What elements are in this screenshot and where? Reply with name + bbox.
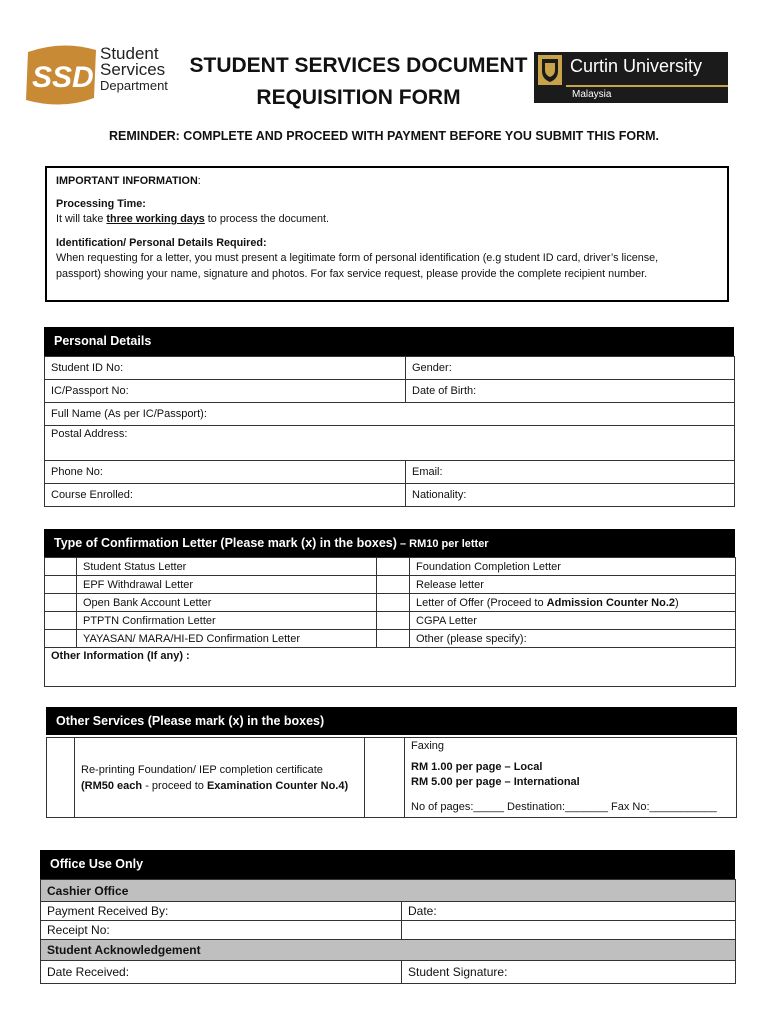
curtin-sub: Malaysia xyxy=(572,89,612,100)
dob-field[interactable]: Date of Birth: xyxy=(406,380,735,403)
letters-table xyxy=(44,557,736,687)
office-use-header: Office Use Only xyxy=(40,850,735,879)
phone-field[interactable]: Phone No: xyxy=(45,461,406,484)
letter-option: Release letter xyxy=(410,576,736,594)
ssd-logo-line-1: Student xyxy=(100,44,159,63)
personal-details-table xyxy=(44,356,735,507)
checkbox[interactable] xyxy=(377,630,410,648)
checkbox[interactable] xyxy=(45,630,77,648)
important-heading: IMPORTANT INFORMATION xyxy=(56,175,198,187)
reminder-text: REMINDER: COMPLETE AND PROCEED WITH PAYMENT BEFORE YOU SUBMIT THIS FORM. xyxy=(108,129,660,143)
letter-option: Foundation Completion Letter xyxy=(410,558,736,576)
checkbox[interactable] xyxy=(45,576,77,594)
receipt-no-field[interactable]: Receipt No: xyxy=(41,921,402,940)
form-title xyxy=(186,50,531,114)
student-signature-field[interactable]: Student Signature: xyxy=(402,961,736,984)
ssd-logo-text: SSD xyxy=(32,61,94,94)
ssd-logo-line-3: Department xyxy=(100,78,168,93)
id-title: Identification/ Personal Details Required: xyxy=(56,236,267,249)
cashier-office-label: Cashier Office xyxy=(41,880,736,902)
receipt-blank-cell xyxy=(402,921,736,940)
ic-passport-field[interactable]: IC/Passport No: xyxy=(45,380,406,403)
curtin-name: Curtin University xyxy=(570,56,703,76)
nationality-field[interactable]: Nationality: xyxy=(406,484,735,507)
processing-text: It will take three working days to process the document. xyxy=(56,213,330,225)
reprint-option: Re-printing Foundation/ IEP completion certificate (RM50 each - proceed to Examination Counter No.4) xyxy=(75,738,365,818)
personal-details-header: Personal Details xyxy=(44,327,734,356)
other-information-field[interactable]: Other Information (If any) : xyxy=(45,648,736,687)
ssd-logo xyxy=(22,40,180,110)
processing-emphasis: three working days xyxy=(106,213,205,225)
other-services-table xyxy=(46,737,737,818)
checkbox[interactable] xyxy=(377,612,410,630)
form-title-line-1: STUDENT SERVICES DOCUMENT xyxy=(189,54,528,77)
letter-option: Letter of Offer (Proceed to Admission Counter No.2) xyxy=(410,594,736,612)
course-field[interactable]: Course Enrolled: xyxy=(45,484,406,507)
letter-option: YAYASAN/ MARA/HI-ED Confirmation Letter xyxy=(77,630,377,648)
office-use-table xyxy=(40,879,736,984)
id-text-1: When requesting for a letter, you must present a legitimate form of personal identification (e.g student ID card, driver’s license, xyxy=(56,252,659,264)
faxing-option: Faxing RM 1.00 per page – Local RM 5.00 per page – International No of pages:_____ Destination:_______ Fax No:___________ xyxy=(405,738,737,818)
ssd-logo-line-2: Services xyxy=(100,60,166,79)
form-title-line-2: REQUISITION FORM xyxy=(256,86,461,109)
checkbox[interactable] xyxy=(47,738,75,818)
letters-header xyxy=(44,529,735,557)
admission-counter-text: Admission Counter No.2 xyxy=(546,596,675,609)
payment-received-field[interactable]: Payment Received By: xyxy=(41,902,402,921)
postal-address-field[interactable]: Postal Address: xyxy=(45,426,735,461)
letters-header-text: Type of Confirmation Letter (Please mark (x) in the boxes) xyxy=(54,536,397,550)
full-name-field[interactable]: Full Name (As per IC/Passport): xyxy=(45,403,735,426)
checkbox[interactable] xyxy=(377,594,410,612)
other-services-header: Other Services (Please mark (x) in the boxes) xyxy=(46,707,737,735)
important-info-box xyxy=(45,166,729,302)
id-text-2: passport) showing your name, signature and photos. For fax service request, please provide the complete recipient number. xyxy=(56,267,648,280)
checkbox[interactable] xyxy=(365,738,405,818)
checkbox[interactable] xyxy=(45,558,77,576)
date-field[interactable]: Date: xyxy=(402,902,736,921)
checkbox[interactable] xyxy=(45,612,77,630)
student-ack-label: Student Acknowledgement xyxy=(41,940,736,961)
gender-field[interactable]: Gender: xyxy=(406,357,735,380)
email-field[interactable]: Email: xyxy=(406,461,735,484)
letters-price: – RM10 per letter xyxy=(396,538,489,550)
checkbox[interactable] xyxy=(377,576,410,594)
date-received-field[interactable]: Date Received: xyxy=(41,961,402,984)
letter-option[interactable]: Other (please specify): xyxy=(410,630,736,648)
letter-option: CGPA Letter xyxy=(410,612,736,630)
crest-icon xyxy=(538,55,562,85)
letter-option: Student Status Letter xyxy=(77,558,377,576)
curtin-logo xyxy=(534,52,728,103)
checkbox[interactable] xyxy=(377,558,410,576)
important-heading-colon: : xyxy=(197,175,201,187)
checkbox[interactable] xyxy=(45,594,77,612)
letter-option: EPF Withdrawal Letter xyxy=(77,576,377,594)
letter-option: Open Bank Account Letter xyxy=(77,594,377,612)
fax-fields[interactable]: No of pages:_____ Destination:_______ Fax No:___________ xyxy=(411,801,717,813)
student-id-field[interactable]: Student ID No: xyxy=(45,357,406,380)
processing-title: Processing Time: xyxy=(56,197,146,210)
letter-option: PTPTN Confirmation Letter xyxy=(77,612,377,630)
